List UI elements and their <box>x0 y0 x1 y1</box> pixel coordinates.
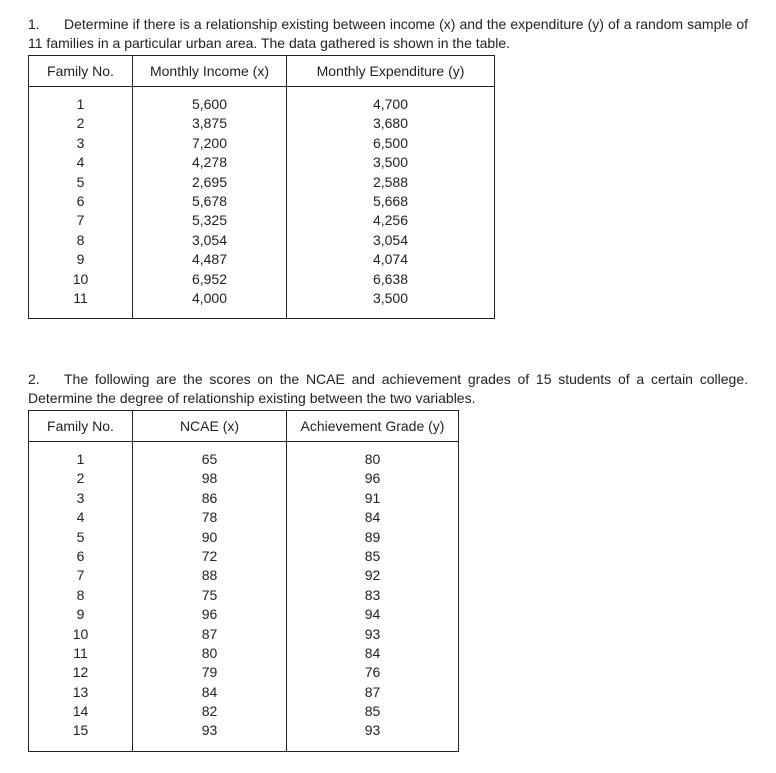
family-no-value: 7 <box>76 567 85 584</box>
monthly-income-value: 2,695 <box>191 173 228 190</box>
column-header-family-no: Family No. <box>29 56 133 87</box>
family-no-value: 5 <box>76 173 85 190</box>
achievement-grade-value: 91 <box>364 489 381 506</box>
monthly-income-value: 7,200 <box>191 134 228 151</box>
family-no-value: 8 <box>76 586 85 603</box>
monthly-income-value: 3,875 <box>191 115 228 132</box>
family-no-value: 9 <box>76 606 85 623</box>
family-no-value: 5 <box>76 528 85 545</box>
family-no-value: 9 <box>76 251 85 268</box>
monthly-income-column <box>133 87 287 319</box>
achievement-grade-value: 76 <box>364 664 381 681</box>
achievement-grade-value: 80 <box>364 451 381 467</box>
family-no-value: 8 <box>76 231 85 248</box>
achievement-grade-value: 87 <box>364 683 381 700</box>
achievement-grade-column <box>287 442 459 752</box>
monthly-income-value: 5,678 <box>191 192 228 209</box>
monthly-expenditure-value: 6,500 <box>372 134 409 151</box>
monthly-expenditure-value: 3,680 <box>372 115 409 132</box>
monthly-expenditure-value: 3,500 <box>372 154 409 171</box>
monthly-expenditure-column <box>287 87 495 319</box>
family-no-value: 15 <box>72 722 89 739</box>
achievement-grade-value: 85 <box>364 703 381 720</box>
problem-2-prompt <box>28 370 748 408</box>
column-header-ncae: NCAE (x) <box>133 411 287 442</box>
income-expenditure-table <box>28 55 495 319</box>
ncae-value: 88 <box>201 567 218 584</box>
ncae-value: 96 <box>201 606 218 623</box>
ncae-value: 98 <box>201 470 218 487</box>
monthly-expenditure-value: 5,668 <box>372 192 409 209</box>
family-no-value: 6 <box>76 547 85 564</box>
achievement-grade-value: 93 <box>364 625 381 642</box>
achievement-grade-value: 85 <box>364 547 381 564</box>
monthly-expenditure-value: 4,074 <box>372 251 409 268</box>
ncae-value: 86 <box>201 489 218 506</box>
ncae-value: 90 <box>201 528 218 545</box>
achievement-grade-value: 93 <box>364 722 381 739</box>
monthly-income-value: 5,600 <box>191 96 228 112</box>
ncae-value: 93 <box>201 722 218 739</box>
family-no-value: 1 <box>76 96 85 112</box>
family-no-value: 4 <box>76 154 85 171</box>
family-no-value: 11 <box>73 644 88 661</box>
family-no-value: 13 <box>72 683 89 700</box>
monthly-expenditure-value: 2,588 <box>372 173 409 190</box>
column-header-achievement-grade: Achievement Grade (y) <box>287 411 459 442</box>
column-header-monthly-expenditure: Monthly Expenditure (y) <box>287 56 495 87</box>
ncae-value: 78 <box>201 509 218 526</box>
monthly-income-value: 4,487 <box>191 251 228 268</box>
family-no-value: 1 <box>76 451 85 467</box>
monthly-expenditure-value: 4,256 <box>372 212 409 229</box>
family-no-value: 2 <box>76 470 85 487</box>
family-no-value: 11 <box>73 289 88 306</box>
table-body-row <box>29 87 495 319</box>
family-no-value: 14 <box>72 703 89 720</box>
monthly-income-value: 5,325 <box>191 212 228 229</box>
family-no-value: 3 <box>76 489 85 506</box>
ncae-value: 65 <box>201 451 218 467</box>
table-body-row <box>29 442 459 752</box>
problem-1-prompt <box>28 15 748 53</box>
monthly-expenditure-value: 3,500 <box>372 289 409 306</box>
ncae-value: 82 <box>201 703 218 720</box>
ncae-value: 80 <box>201 644 218 661</box>
column-header-family-no: Family No. <box>29 411 133 442</box>
family-no-column <box>29 87 133 319</box>
ncae-column <box>133 442 287 752</box>
ncae-achievement-table <box>28 410 459 752</box>
ncae-value: 75 <box>201 586 218 603</box>
achievement-grade-value: 83 <box>364 586 381 603</box>
column-header-monthly-income: Monthly Income (x) <box>133 56 287 87</box>
achievement-grade-value: 94 <box>364 606 381 623</box>
monthly-income-value: 4,278 <box>191 154 228 171</box>
monthly-income-value: 6,952 <box>191 270 228 287</box>
ncae-value: 87 <box>201 625 218 642</box>
family-no-value: 6 <box>76 192 85 209</box>
family-no-value: 10 <box>72 270 89 287</box>
problem-2 <box>28 370 748 752</box>
monthly-expenditure-value: 6,638 <box>372 270 409 287</box>
problem-1-number: 1. <box>28 16 40 32</box>
monthly-income-value: 4,000 <box>191 289 228 306</box>
monthly-expenditure-value: 4,700 <box>372 96 409 112</box>
achievement-grade-value: 96 <box>364 470 381 487</box>
problem-1-text: Determine if there is a relationship existing between income (x) and the expenditure (y) of a random sample of 11 families in a particular urban area. The data gathered is shown in the table. <box>28 16 748 51</box>
family-no-value: 4 <box>76 509 85 526</box>
achievement-grade-value: 84 <box>364 509 381 526</box>
achievement-grade-value: 84 <box>364 644 381 661</box>
family-no-column <box>29 442 133 752</box>
table-header-row <box>29 411 459 442</box>
table-header-row <box>29 56 495 87</box>
monthly-income-value: 3,054 <box>191 231 228 248</box>
ncae-value: 72 <box>201 547 218 564</box>
problem-1 <box>28 15 748 319</box>
monthly-expenditure-value: 3,054 <box>372 231 409 248</box>
family-no-value: 7 <box>76 212 85 229</box>
achievement-grade-value: 92 <box>364 567 381 584</box>
family-no-value: 2 <box>76 115 85 132</box>
ncae-value: 79 <box>201 664 218 681</box>
problem-2-number: 2. <box>28 371 40 387</box>
achievement-grade-value: 89 <box>364 528 381 545</box>
family-no-value: 3 <box>76 134 85 151</box>
problem-2-text: The following are the scores on the NCAE and achievement grades of 15 students of a certain college. Determine the degree of relationship existing between the two variables. <box>28 371 748 406</box>
family-no-value: 12 <box>72 664 89 681</box>
ncae-value: 84 <box>201 683 218 700</box>
family-no-value: 10 <box>72 625 89 642</box>
